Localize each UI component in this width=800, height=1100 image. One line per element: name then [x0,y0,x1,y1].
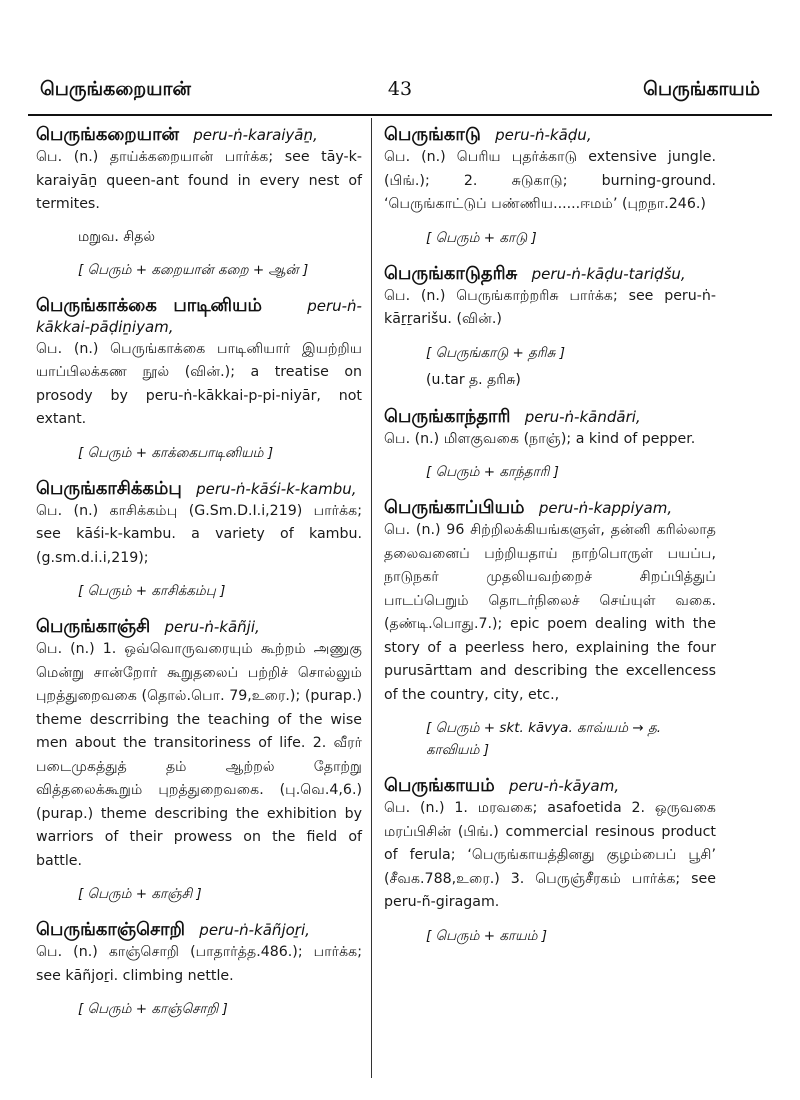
entry-etymology: [ பெரும் + காஞ்சி ] [78,886,202,902]
entry-meaning: பெ. (n.) பெருங்காற்றரிசு பார்க்க; see peru-ṅ-kāṟṟarišu. (வின்.) [384,287,716,327]
entry-transliteration: peru-ṅ-kāndāri, [524,407,641,426]
dictionary-entry [36,919,362,1020]
entry-transliteration: peru-ṅ-kākkai-pāḍiṉiyam, [36,296,362,336]
header-rule [28,114,772,116]
header-left-guide-word: பெருங்கறையான் [40,78,191,100]
dictionary-entry [36,295,362,464]
entry-headword: பெருங்காயம் [384,775,495,796]
dictionary-entry [36,616,362,905]
entry-meaning: பெ. (n.) 1. மரவகை; asafoetida 2. ஒருவகை மரப்பிசின் (பிங்.) commercial resinous product of ferula; ‘பெருங்காயத்தினது குழம்பைப் பூசி’ (சீவக.788,உரை.) 3. பெருஞ்சீரகம் பார்க்க; see peru-ñ-giragam. [384,800,716,910]
entry-etymology: [ பெரும் + காக்கைபாடினியம் ] [78,444,274,461]
column-divider [371,118,372,1078]
entry-etymology: [ பெருங்காடு + தரிசு ] [426,344,565,361]
entry-head [384,263,716,285]
entry-head [36,919,362,941]
left-column [36,124,362,1034]
entry-etymology: [ பெரும் + காசிக்கம்பு ] [78,583,226,599]
entry-headword: பெருங்காப்பியம் [384,497,525,518]
entry-head [384,775,716,797]
entry-headword: பெருங்காக்கை பாடினியம் [36,294,262,316]
dictionary-entry [384,497,716,761]
entry-head [36,478,362,500]
entry-note: மறுவ. சிதல் [78,228,155,245]
entry-headword: பெருங்காஞ்சொறி [36,919,185,940]
entry-head [384,124,716,146]
entry-meaning: பெ. (n.) 96 சிற்றிலக்கியங்களுள், தன்னி கரில்லாத தலைவனைப் பற்றியதாய் நாற்பொருள் பயப்ப, நாடுநகர் முதலியவற்றைச் சிறப்பித்துப் பாடப்பெறும் தொடர்நிலைச் செய்யுள் வகை. (தண்டி.பொது.7.); epic poem dealing with the story of a peerless hero, explaining the four purusārttam and describing the excellencess of the country, city, etc., [384,522,716,703]
dictionary-entry [36,478,362,603]
entry-etymology: [ பெரும் + காஞ்சொறி ] [78,1001,228,1017]
entry-etymology: [ பெரும் + காந்தாரி ] [426,464,559,480]
entry-etymology: [ பெரும் + காடு ] [426,229,537,246]
entry-head [36,616,362,638]
entry-meaning: பெ. (n.) பெருங்காக்கை பாடினியார் இயற்றிய யாப்பிலக்கண நூல் (வின்.); a treatise on prosody by peru-ṅ-kākkai-p-pi-niyār, not extant. [36,340,362,427]
entry-head [384,497,716,519]
entry-headword: பெருங்காடுதரிசு [384,262,518,284]
entry-transliteration: peru-ṅ-kappiyam, [538,499,673,517]
entry-meaning: பெ. (n.) காஞ்சொறி (பாதார்த்த.486.); பார்க்க; see kāñjoṟi. climbing nettle. [36,944,362,984]
dictionary-entry [36,124,362,281]
entry-headword: பெருங்கறையான் [36,124,179,145]
entry-etymology: [ பெரும் + கறையான் கறை + ஆன் ] [78,261,309,278]
entry-transliteration: peru-ṅ-kāśi-k-kambu, [196,479,357,498]
entry-meaning: பெ. (n.) மிளகுவகை (நாஞ்); a kind of pepper. [384,430,696,447]
entry-meaning: பெ. (n.) காசிக்கம்பு (G.Sm.D.I.i,219) பார்க்க; see kāśi-k-kambu. a variety of kambu. (g.sm.d.i.i,219); [36,502,362,566]
entry-transliteration: peru-ṅ-kāḍu, [495,126,592,144]
dictionary-entry [384,775,716,947]
entry-head [384,406,716,428]
entry-etymology: [ பெரும் + காயம் ] [426,927,548,944]
dictionary-entry [384,124,716,249]
entry-meaning: பெ. (n.) தாய்க்கறையான் பார்க்க; see tāy-k-karaiyāṉ queen-ant found in every nest of termites. [36,149,362,212]
entry-meaning: பெ. (n.) 1. ஒவ்வொருவரையும் கூற்றம் அணுகு மென்று சான்றோர் கூறுதலைப் பற்றிச் சொல்லும் புறத்துறைவகை (தொல்.பொ. 79,உரை.); (purap.) theme descrribing the teaching of the wise men about the transitoriness of life. 2. வீரர் படைமுகத்துத் தம் ஆற்றல் தோற்று வித்தலைக்கூறும் புறத்துறைவகை. (பு.வெ.4,6.) (purap.) theme describing the exhibition by warriors of their prowess on the field of battle. [36,641,362,869]
entry-headword: பெருங்காஞ்சி [36,616,151,637]
dictionary-entry [384,263,716,392]
entry-transliteration: peru-ṅ-kāñjoṟi, [199,921,310,939]
entry-transliteration: peru-ṅ-kāḍu-tariḍšu, [531,264,686,283]
right-column [384,124,716,961]
entry-transliteration: peru-ṅ-kāñji, [164,618,260,636]
header-right-guide-word: பெருங்காயம் [643,78,760,100]
page-header [40,78,760,106]
entry-transliteration: peru-ṅ-kāyam, [509,777,620,795]
entry-headword: பெருங்காடு [384,124,481,145]
dictionary-entry [384,406,716,484]
entry-head [36,124,362,146]
entry-etymology: [ பெரும் + skt. kāvya. காவ்யம் → த. காவியம் ] [426,720,662,758]
entry-meaning: பெ. (n.) பெரிய புதர்க்காடு extensive jungle. (பிங்.); 2. சுடுகாடு; burning-ground. ‘பெருங்காட்டுப் பண்ணிய......ஈமம்’ (புறநா.246.) [384,149,716,212]
page-number: 43 [387,78,413,100]
entry-headword: பெருங்காந்தாரி [384,405,511,427]
entry-head [36,295,362,338]
entry-note: (u.tar த. தரிசு) [426,371,521,388]
entry-transliteration: peru-ṅ-karaiyāṉ, [193,126,318,144]
entry-headword: பெருங்காசிக்கம்பு [36,477,182,499]
